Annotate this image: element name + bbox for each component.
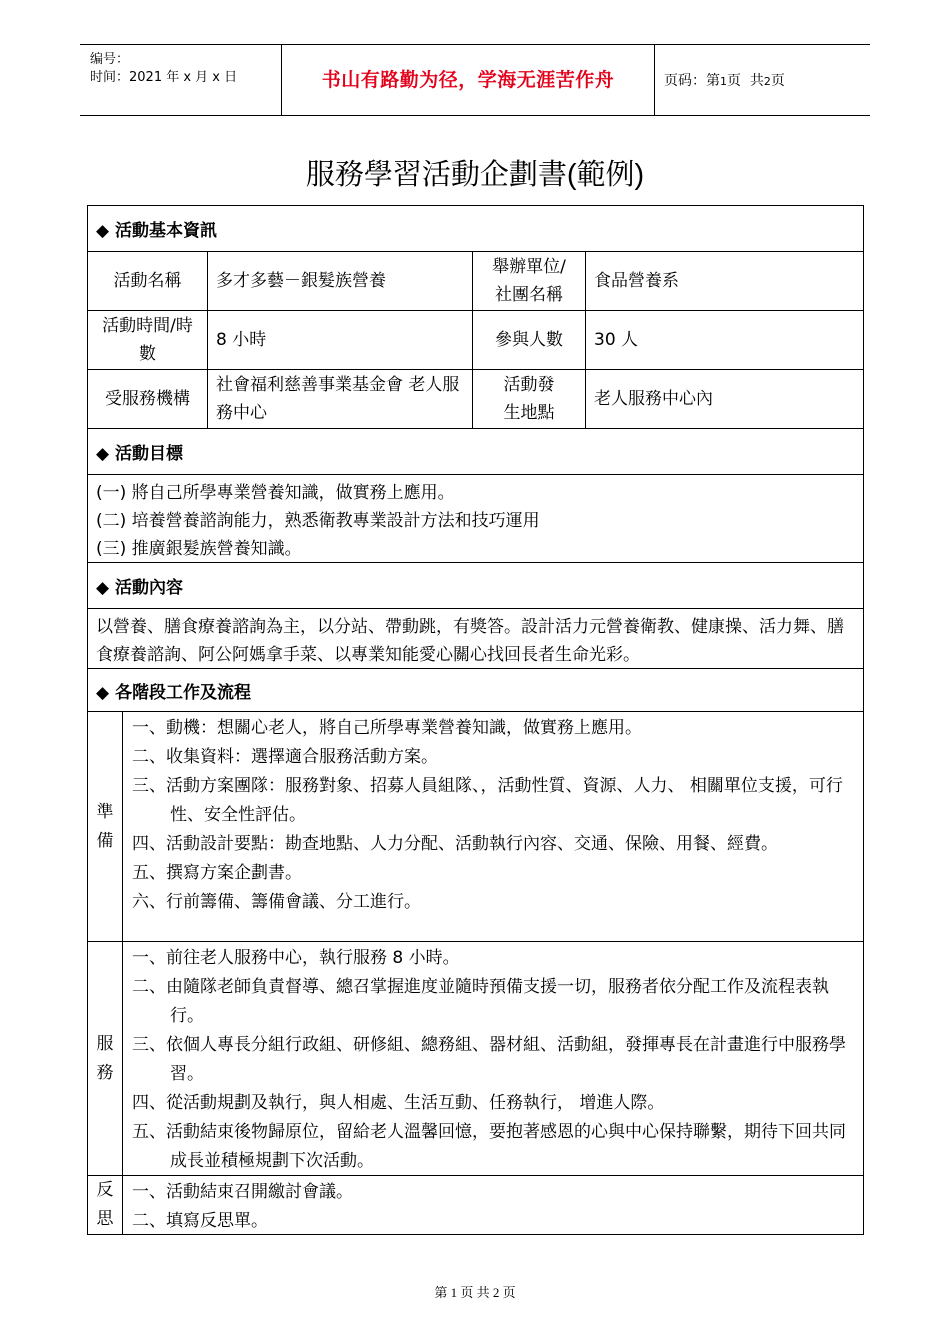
stage-label-reflection: 反思 bbox=[87, 1175, 123, 1235]
page-mid: 页 共 bbox=[727, 73, 764, 89]
agency-label: 受服務機構 bbox=[87, 369, 208, 429]
step-item: 一、活動結束召開繳討會議。 bbox=[132, 1182, 353, 1202]
goals-list bbox=[87, 474, 864, 563]
page-tail: 页 bbox=[770, 73, 785, 89]
participants-label: 參與人數 bbox=[472, 310, 586, 370]
goal-item: (三) 推廣銀髮族營養知識。 bbox=[96, 539, 302, 559]
step-item: 二、由隨隊老師負責督導、總召掌握進度並隨時預備支援一切，服務者依分配工作及流程表執行。 bbox=[132, 977, 829, 1026]
header-meta bbox=[90, 51, 237, 87]
stage-label-prepare: 準備 bbox=[87, 711, 123, 942]
step-item: 五、撰寫方案企劃書。 bbox=[132, 863, 302, 883]
stage-label-service: 服務 bbox=[87, 941, 123, 1176]
agency-value: 社會福利慈善事業基金會 老人服務中心 bbox=[207, 369, 473, 429]
section-basic-info: ◆ 活動基本資訊 bbox=[87, 205, 864, 252]
location-value: 老人服務中心內 bbox=[585, 369, 864, 429]
step-item: 二、填寫反思單。 bbox=[132, 1211, 268, 1231]
section-goals: ◆ 活動目標 bbox=[87, 428, 864, 475]
section-content: ◆ 活動內容 bbox=[87, 562, 864, 609]
date-label: 时间：2021 年 x 月 x 日 bbox=[90, 70, 238, 85]
stage-prepare-steps bbox=[122, 711, 864, 942]
activity-name-label: 活動名稱 bbox=[87, 251, 208, 311]
content-text: 以營養、膳食療養諮詢為主，以分站、帶動跳，有獎答。設計活力元營養衛教、健康操、活力舞、膳食療養諮詢、阿公阿媽拿手菜、以專業知能愛心關心找回長者生命光彩。 bbox=[87, 608, 864, 669]
page-total: 2 bbox=[763, 75, 771, 88]
goal-item: (二) 培養營養諮詢能力，熟悉衛教專業設計方法和技巧運用 bbox=[96, 511, 540, 531]
step-item: 三、活動方案團隊：服務對象、招募人員組隊、，活動性質、資源、人力、 相關單位支援，可行性、安全性評估。 bbox=[132, 776, 843, 825]
activity-time-value: 8 小時 bbox=[207, 310, 473, 370]
page-current: 1 bbox=[720, 75, 727, 88]
stage-reflection-steps bbox=[122, 1175, 864, 1235]
header-page-number bbox=[664, 70, 785, 90]
code-label: 编号： bbox=[90, 52, 130, 67]
header-motto: 书山有路勤为径，学海无涯苦作舟 bbox=[321, 69, 615, 91]
step-item: 五、活動結束後物歸原位，留給老人溫馨回憶，要抱著感恩的心與中心保持聯繫，期待下回共同成長並積極規劃下次活動。 bbox=[132, 1122, 846, 1171]
step-item: 六、行前籌備、籌備會議、分工進行。 bbox=[132, 892, 421, 912]
step-item: 四、活動設計要點：勘查地點、人力分配、活動執行內容、交通、保險、用餐、經費。 bbox=[132, 834, 778, 854]
page-title: 服務學習活動企劃書(範例) bbox=[305, 159, 645, 191]
page-label: 页码：第 bbox=[664, 73, 720, 89]
page-footer: 第 1 页 共 2 页 bbox=[434, 1285, 516, 1300]
step-item: 一、動機：想關心老人，將自己所學專業營養知識，做實務上應用。 bbox=[132, 718, 642, 738]
step-item: 四、從活動規劃及執行，與人相處、生活互動、任務執行， 增進人際。 bbox=[132, 1093, 665, 1113]
step-item: 三、依個人專長分組行政組、研修組、總務組、器材組、活動組，發揮專長在計畫進行中服務學習。 bbox=[132, 1035, 846, 1084]
step-item: 二、收集資料：選擇適合服務活動方案。 bbox=[132, 747, 438, 767]
document-header bbox=[80, 44, 870, 116]
organizer-value: 食品營養系 bbox=[585, 251, 864, 311]
header-divider bbox=[654, 45, 655, 115]
location-label: 活動發生地點 bbox=[472, 369, 586, 429]
activity-time-label: 活動時間/時數 bbox=[87, 310, 208, 370]
activity-name-value: 多才多藝－銀髮族營養 bbox=[207, 251, 473, 311]
section-process: ◆ 各階段工作及流程 bbox=[87, 668, 864, 712]
step-item: 一、前往老人服務中心，執行服務 8 小時。 bbox=[132, 948, 460, 968]
organizer-label: 舉辦單位/社團名稱 bbox=[472, 251, 586, 311]
goal-item: (一) 將自己所學專業營養知識，做實務上應用。 bbox=[96, 483, 455, 503]
stage-service-steps bbox=[122, 941, 864, 1176]
participants-value: 30 人 bbox=[585, 310, 864, 370]
